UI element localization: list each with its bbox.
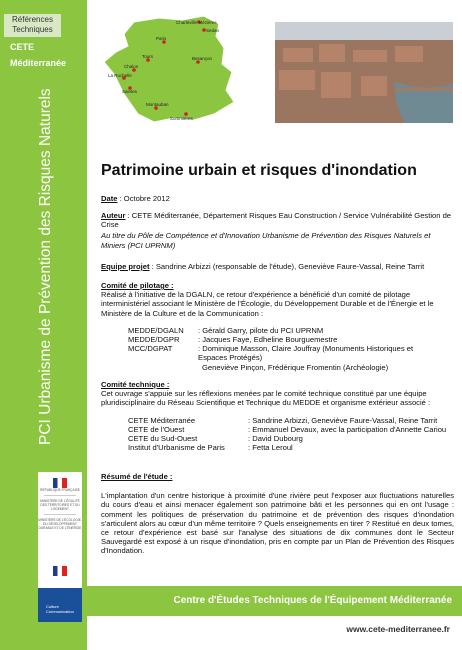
table-row: CETE du Sud-Ouest : David Dubourg	[128, 434, 303, 444]
culture-logo	[38, 588, 82, 622]
org-name-2: Méditerranée	[10, 58, 67, 68]
summary-text: L'implantation d'un centre historique à proximité d'une rivière peut l'exposer aux fluctuations naturelles du cours d'eau et ainsi menacer également son patrimoine bâti et les personnes qui en ont l'usage : comment les politiques de préservation du patrimoine et de prévention des risques d'inondation s'articulent alors au cœur d'un même territoire ? Quels enseignements en tirer ? Restitué en deux tomes, ce retour d'expérience est basé sur l'analyse des situations de dix communes dont le Secteur Sauvegardé est exposé à un risque d'inondation, pris en compte par un Plan de Prévention des Risques d'Inondation.	[101, 491, 454, 556]
city-label: Chalon	[124, 64, 139, 69]
pilot-text: Réalisé à l'initiative de la DGALN, ce retour d'expérience a bénéficié d'un comité de pilotage interministériel associant le Ministère de l'Écologie, du Développement Durable et de l'Énergie et le Ministère de la Culture et de la Communication :	[101, 290, 434, 318]
pilot-table	[128, 326, 454, 372]
team-label: Equipe projet	[101, 262, 150, 271]
city-label: Saintes	[122, 89, 138, 94]
vertical-title: PCI Urbanisme de Prévention des Risques Naturels	[37, 88, 54, 445]
culture-label: Culture Communication	[46, 604, 74, 614]
pilot-label: Comité de pilotage :	[101, 281, 174, 290]
city-label: Charleville-Mézières	[176, 20, 217, 25]
table-row: MCC/DGPAT : Dominique Masson, Claire Jouffray (Monuments Historiques et Espaces Protégés)	[128, 344, 414, 363]
author-block	[101, 211, 454, 250]
footer-text: Centre d'Études Techniques de l'Équipement Méditerranée	[173, 595, 452, 606]
city-label: Tours	[142, 54, 154, 59]
website-link[interactable]: www.cete-mediterranee.fr	[346, 624, 450, 634]
republique-label: RÉPUBLIQUE FRANÇAISE	[40, 488, 80, 492]
tech-text: Cet ouvrage s'appuie sur les réflexions menées par le comité technique constitué par une équipe pluridisciplinaire du Réseau Scientifique et Technique du MEDDE et organisme extérieur associé :	[101, 389, 431, 408]
date-line	[101, 194, 454, 203]
team-line	[101, 262, 454, 271]
tech-block	[101, 380, 454, 452]
author-label: Auteur	[101, 211, 126, 220]
city-label: La Rochelle	[108, 73, 132, 78]
summary-block	[101, 472, 454, 556]
date-label: Date	[101, 194, 118, 203]
city-label: Besançon	[192, 56, 213, 61]
date-value: : Octobre 2012	[117, 194, 170, 203]
ministry-1: MINISTÈRE DE L'ÉGALITÉ DES TERRITOIRES ET DU LOGEMENT	[40, 499, 80, 511]
table-row: MEDDE/DGALN : Gérald Garry, pilote du PCI UPRNM	[128, 325, 324, 335]
table-row: CETE Méditerranée : Sandrine Arbizzi, Geneviève Faure-Vassal, Reine Tarrit	[128, 415, 438, 425]
summary-label: Résumé de l'étude :	[101, 472, 173, 481]
org-name: CETE	[10, 42, 35, 52]
table-row: CETE de l'Ouest : Emmanuel Devaux, avec la participation d'Annette Cariou	[128, 424, 447, 434]
table-row: Geneviève Pinçon, Frédérique Fromentin (Archéologie)	[202, 362, 389, 372]
team-value: : Sandrine Arbizzi (responsable de l'étude), Geneviève Faure-Vassal, Reine Tarrit	[149, 262, 425, 271]
city-label: Sedan	[206, 28, 220, 33]
city-photo	[275, 22, 453, 123]
table-row: Institut d'Urbanisme de Paris : Fetta Leroul	[128, 443, 293, 453]
author-value: : CETE Méditerranée, Département Risques Eau Construction / Service Vulnérabilité Gestion de Crise	[101, 211, 452, 230]
tech-label: Comité technique :	[101, 380, 170, 389]
city-label: Sommières	[170, 116, 193, 121]
ref-label: Références Techniques	[4, 14, 61, 37]
pilot-block	[101, 281, 454, 372]
flag-icon	[53, 566, 67, 576]
ministry-2: MINISTÈRE DE L'ÉCOLOGIE, DU DÉVELOPPEMENT DURABLE ET DE L'ÉNERGIE	[38, 518, 82, 530]
city-label: Montauban	[146, 102, 169, 107]
tech-table	[128, 416, 454, 453]
table-row: MEDDE/DGPR : Jacques Faye, Edheline Bourguemestre	[128, 335, 338, 345]
ministry-logos	[38, 472, 82, 562]
author-italic: Au titre du Pôle de Compétence et d'Innovation Urbanisme de Prévention des Risques Naturels et Miniers (PCI UPRNM)	[101, 231, 431, 250]
france-map	[94, 14, 269, 124]
city-label: Paris	[156, 36, 167, 41]
document-title: Patrimoine urbain et risques d'inondation	[101, 162, 417, 179]
flag-icon	[53, 478, 67, 488]
footer-band	[87, 586, 462, 616]
